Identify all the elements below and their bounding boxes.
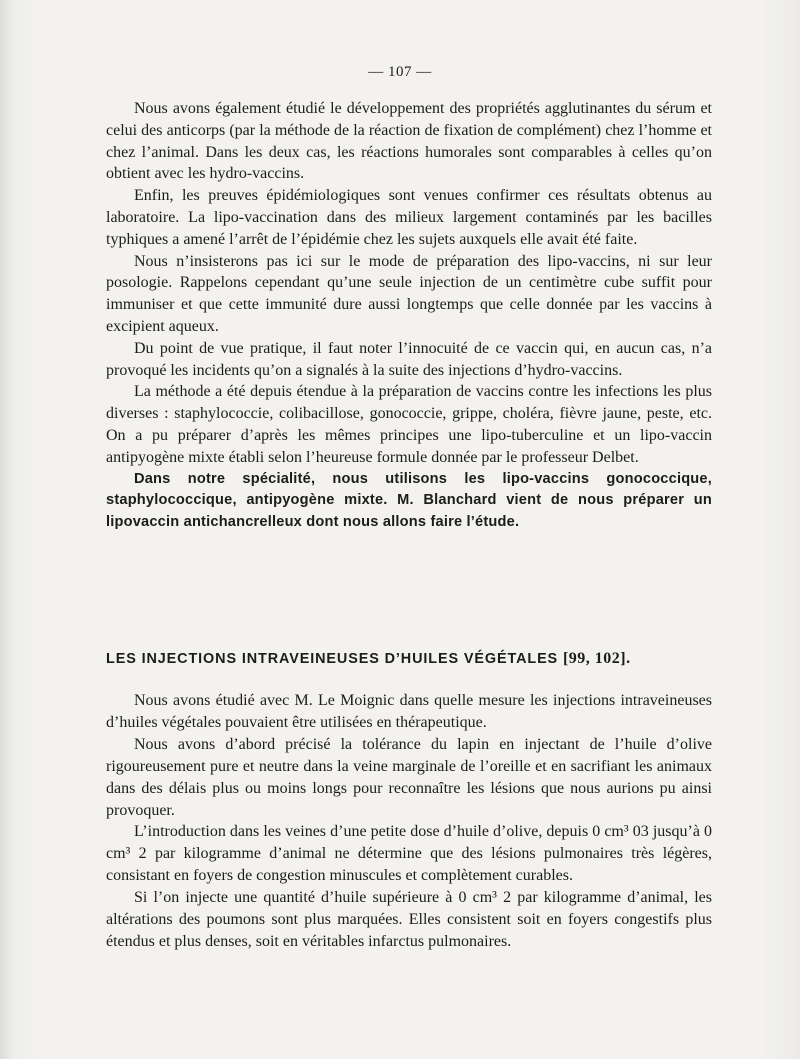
section-lipo-vaccins [106, 98, 712, 534]
section-injections-intraveineuses [106, 690, 712, 953]
paragraph: Nous avons étudié avec M. Le Moignic dans quelle mesure les injections intraveineuses d’huiles végétales pouvaient être utilisées en thérapeutique. [106, 692, 712, 731]
page-number: — 107 — [368, 64, 432, 80]
paragraph: Enfin, les preuves épidémiologiques sont venues confirmer ces résultats obtenus au laboratoire. La lipo-vaccination dans des milieux largement contaminés par les bacilles typhiques a amené l’arrêt de l’épidémie chez les sujets auxquels elle avait été faite. [106, 187, 712, 248]
paragraph: Nous avons également étudié le développement des propriétés agglutinantes du sérum et celui des anticorps (par la méthode de la réaction de fixation de complément) chez l’homme et chez l’animal. Dans les deux cas, les réactions humorales sont comparables à celles qu’on obtient avec les hydro-vaccins. [106, 100, 712, 183]
paragraph: Du point de vue pratique, il faut noter l’innocuité de ce vaccin qui, en aucun cas, n’a provoqué les incidents qu’on a signalés à la suite des injections d’hydro-vaccins. [106, 339, 712, 379]
paragraph: Nous avons d’abord précisé la tolérance du lapin en injectant de l’huile d’olive rigoureusement pure et neutre dans la veine marginale de l’oreille et en sacrifiant les animaux dans des délais plus ou moins longs pour reconnaître les lésions que nous aurions pu ainsi provoquer. [106, 735, 712, 819]
section-heading [106, 650, 726, 668]
heading-title: LES INJECTIONS INTRAVEINEUSES D’HUILES VÉGÉTALES [106, 651, 563, 667]
paragraph: Nous n’insisterons pas ici sur le mode de préparation des lipo-vaccins, ni sur leur posologie. Rappelons cependant qu’une seule injection de un centimètre cube suffit pour immuniser et que cette immunité dure aussi longtemps que celle donnée par les vaccins à excipient aqueux. [106, 252, 712, 335]
paragraph: L’introduction dans les veines d’une petite dose d’huile d’olive, depuis 0 cm³ 03 jusqu’à 0 cm³ 2 par kilogramme d’animal ne détermine que des lésions pulmonaires très légères, consistant en foyers de congestion minuscules et complètement curables. [106, 823, 712, 885]
paragraph: Si l’on injecte une quantité d’huile supérieure à 0 cm³ 2 par kilogramme d’animal, les altérations des poumons sont plus marquées. Elles consistent soit en foyers congestifs plus étendus et plus denses, soit en véritables infarctus pulmonaires. [106, 889, 712, 950]
paragraph: La méthode a été depuis étendue à la préparation de vaccins contre les infections les plus diverses : staphylococcie, colibacillose, gonococcie, grippe, choléra, fièvre jaune, peste, etc. On a pu préparer d’après les mêmes principes une lipo-tuberculine et un lipo-vaccin antipyogène mixte établi selon l’heureuse formule donnée par le professeur Delbet. [106, 383, 712, 466]
heading-references: [99, 102]. [562, 650, 631, 667]
bold-paragraph: Dans notre spécialité, nous utilisons les lipo-vaccins gonococcique, staphylococcique, antipyogène mixte. M. Blanchard vient de nous préparer un lipovaccin antichancrelleux dont nous allons faire l’étude. [106, 470, 712, 531]
